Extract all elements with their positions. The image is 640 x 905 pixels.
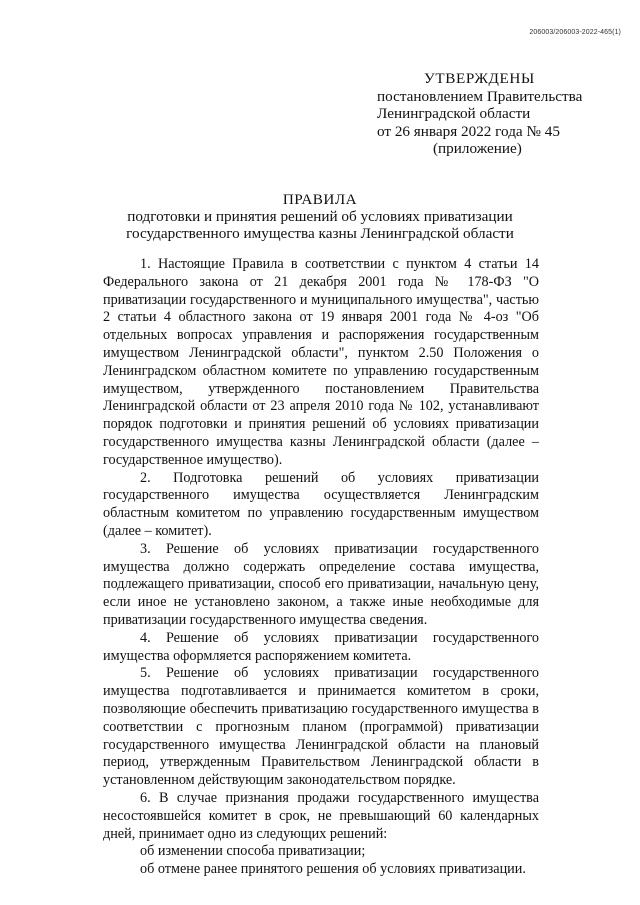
option-item-1: об изменении способа приватизации; <box>140 843 366 860</box>
document-body <box>103 256 539 879</box>
paragraph-2: 2. Подготовка решений об условиях приватизации государственного имущества осуществляется Ленинградским областным комитетом по управлению государственным имуществом (далее – комитет). <box>103 469 539 539</box>
document-title: ПРАВИЛА <box>282 191 358 208</box>
paragraph-4: 4. Решение об условиях приватизации государственного имущества оформляется распоряжением комитета. <box>103 629 539 664</box>
approval-line-4: (приложение) <box>433 140 522 158</box>
approval-line-1: постановлением Правительства <box>377 87 583 105</box>
document-id: 206003/206003-2022-465(1) <box>529 29 621 36</box>
approval-block <box>377 70 617 158</box>
document-subtitle-2: государственного имущества казны Ленинградской области <box>126 225 514 242</box>
paragraph-6: 6. В случае признания продажи государственного имущества несостоявшейся комитет в срок, не превышающий 60 календарных дней, принимает одно из следующих решений: <box>103 789 539 842</box>
paragraph-3: 3. Решение об условиях приватизации государственного имущества должно содержать определение состава имущества, подлежащего приватизации, способ его приватизации, начальную цену, если иное не установлено законом, а также иные необходимые для приватизации государственного имущества сведения. <box>103 540 539 628</box>
approval-line-3: от 26 января 2022 года № 45 <box>377 122 560 140</box>
approval-line-2: Ленинградской области <box>377 105 531 123</box>
document-subtitle-1: подготовки и принятия решений об условиях приватизации <box>127 208 513 225</box>
paragraph-5: 5. Решение об условиях приватизации государственного имущества подготавливается и принимается комитетом в сроки, позволяющие обеспечить приватизацию государственного имущества в соответствии с прогнозным планом (программой) приватизации государственного имущества Ленинградской области на плановый период, утвержденным Правительством Ленинградской области в установленном действующим законодательством порядке. <box>103 665 539 789</box>
paragraph-1: 1. Настоящие Правила в соответствии с пунктом 4 статьи 14 Федерального закона от 21 декабря 2001 года № 178-ФЗ "О приватизации государственного и муниципального имущества", частью 2 статьи 4 областного закона от 19 января 2001 года № 4-оз "Об отдельных вопросах управления и распоряжения государственным имуществом Ленинградской области", пунктом 2.50 Положения о Ленинградском областном комитете по управлению государственным имуществом, утвержденного постановлением Правительства Ленинградской области от 23 апреля 2010 года № 102, устанавливают порядок подготовки и принятия решений об условиях приватизации государственного имущества казны Ленинградской области (далее – государственное имущество). <box>103 256 539 468</box>
approval-heading: УТВЕРЖДЕНЫ <box>424 70 535 87</box>
option-item-2: об отмене ранее принятого решения об условиях приватизации. <box>140 861 526 878</box>
